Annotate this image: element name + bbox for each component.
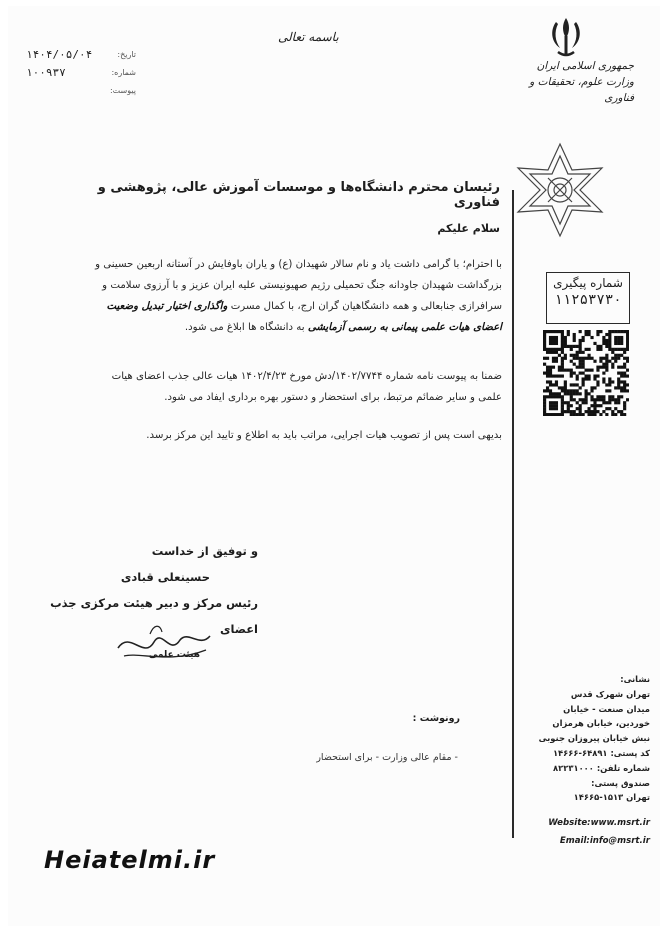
cc-item: - مقام عالی وزارت - برای استحضار — [316, 752, 458, 763]
letter-meta — [26, 46, 136, 100]
address-line: تهران ۱۵۱۳-۱۴۶۶۵ — [573, 792, 650, 803]
paragraph-1-end: به دانشگاه ها ابلاغ می شود. — [184, 322, 305, 333]
address-line: خوردین، خیابان هرمزان — [552, 718, 650, 729]
tracking-number: ۱۱۲۵۳۷۳۰ — [554, 292, 622, 308]
address-label: نشانی: — [620, 674, 650, 684]
paragraph-2: ضمنا به پیوست نامه شماره ۱۴۰۲/۷۷۴۴/دش مورخ ۱۴۰۲/۴/۲۳ هیات عالی جذب اعضای هیات علمی و سایر ضمائم مرتبط، برای استحضار و دستور بهره برداری ایفاد می شود. — [111, 371, 502, 403]
paragraph-3: بدیهی است پس از تصویب هیات اجرایی، مراتب باید به اطلاع و تایید این مرکز برسد. — [146, 430, 502, 441]
paragraph-1-emphasis: واگذاری اختیار تبدیل وضعیت اعضای هیات علمی پیمانی به رسمی آزمایشی — [106, 301, 502, 333]
paragraph-1 — [86, 254, 502, 338]
address-line: نبش خیابان پیروزان جنوبی — [538, 733, 650, 744]
tracking-box — [546, 272, 630, 324]
signer-title: رئیس مرکز و دبیر هیئت مرکزی جذب اعضای — [50, 596, 258, 636]
ministry-name — [516, 58, 634, 106]
signer-title-2: هیئت علمی — [148, 650, 200, 660]
ministry-line-1: جمهوری اسلامی ایران — [536, 60, 634, 72]
address-line: شماره تلفن: ۸۲۲۳۱۰۰۰ — [553, 762, 650, 773]
date-value: ۱۴۰۴/۰۵/۰۴ — [26, 48, 93, 61]
address-line: کد پستی: ۶۴۸۹۱-۱۴۶۶۶ — [552, 747, 650, 758]
address-block — [520, 672, 650, 805]
margin-rule — [512, 190, 514, 838]
greeting: سلام علیکم — [437, 222, 500, 235]
closing: و توفیق از خداست — [151, 544, 258, 558]
cc-label: رونوشت : — [412, 713, 460, 724]
watermark: Heiatelmi.ir — [44, 846, 216, 874]
bismillah: باسمه تعالی — [278, 30, 339, 44]
qr-code-icon — [543, 330, 629, 416]
iran-emblem-icon — [544, 14, 588, 60]
tracking-label: شماره پیگیری — [553, 276, 623, 290]
address-line: تهران شهرک قدس — [570, 688, 650, 699]
signer-name: حسینعلی قبادی — [120, 570, 210, 584]
email-link[interactable]: Email:info@msrt.ir — [559, 836, 650, 846]
website-link[interactable]: Website:www.msrt.ir — [548, 818, 650, 828]
attachment-label: پیوست: — [109, 86, 136, 95]
recipient-line: رئیسان محترم دانشگاه‌ها و موسسات آموزش عالی، پژوهشی و فناوری — [97, 180, 500, 210]
ministry-line-2: وزارت علوم، تحقیقات و فناوری — [529, 76, 634, 104]
islamic-ornament-icon — [510, 140, 610, 240]
number-label: شماره: — [111, 68, 136, 77]
paragraph-1-text: با احترام؛ با گرامی داشت یاد و نام سالار شهیدان (ع) و یاران باوفایش در آستانه اربعین حسینی و بزرگداشت شهیدان جاودانه جنگ تحمیلی رژیم صهیونیستی علیه ایران عزیز و با آرزوی سلامت و سرافرازی جنابعالی و همه دانشگاهیان گران ارج، با کمال مسرت — [95, 259, 502, 312]
address-line: میدان صنعت - خیابان — [563, 703, 650, 714]
number-value: ۱۰۰۹۳۷ — [26, 66, 66, 79]
address-line: صندوق پستی: — [591, 777, 650, 788]
handwritten-signature-icon — [110, 612, 220, 672]
date-label: تاریخ: — [117, 50, 136, 59]
